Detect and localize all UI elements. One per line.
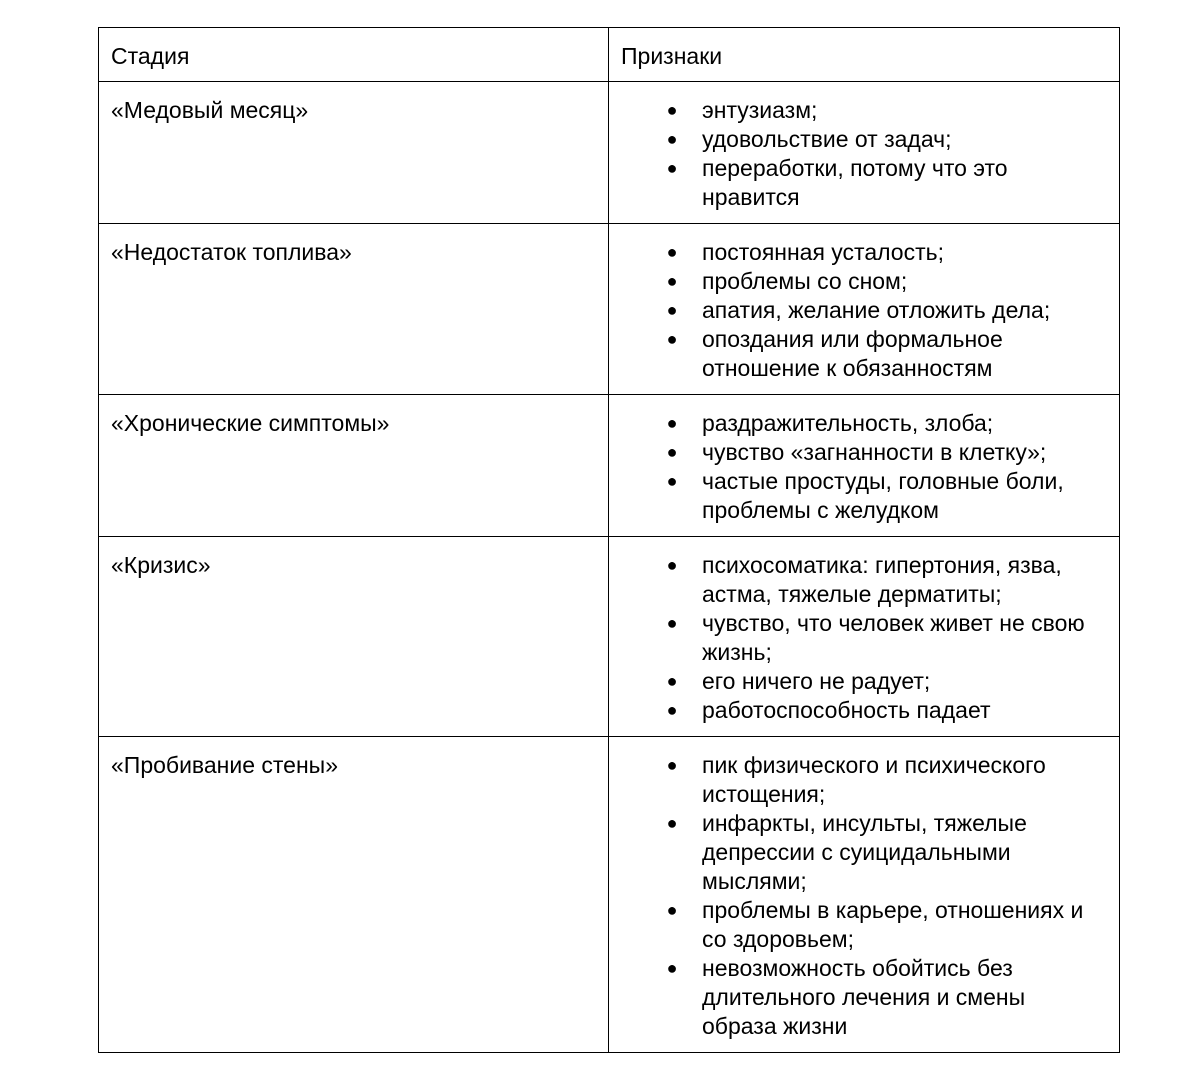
header-signs-label: Признаки	[621, 43, 723, 69]
signs-cell	[609, 537, 1120, 737]
bullet-icon: ●	[666, 813, 678, 833]
signs-container	[609, 82, 1119, 223]
stage-cell	[99, 82, 609, 224]
stage-cell	[99, 395, 609, 537]
list-item	[609, 751, 1097, 809]
list-item	[609, 609, 1097, 667]
sign-text: инфаркты, инсульты, тяжелые депрессии с суицидальными мыслями;	[702, 810, 1027, 894]
sign-text: пик физического и психического истощения;	[702, 752, 1046, 807]
header-cell-signs	[609, 28, 1120, 82]
bullet-icon: ●	[666, 329, 678, 349]
sign-text: частые простуды, головные боли, проблемы с желудком	[702, 468, 1064, 523]
list-item	[609, 551, 1097, 609]
bullet-icon: ●	[666, 700, 678, 720]
list-item	[609, 238, 1097, 267]
bullet-icon: ●	[666, 100, 678, 120]
sign-text: проблемы в карьере, отношениях и со здоровьем;	[702, 897, 1084, 952]
bullet-icon: ●	[666, 271, 678, 291]
sign-text: его ничего не радует;	[702, 668, 931, 694]
stage-name: «Кризис»	[111, 552, 211, 578]
sign-text: удовольствие от задач;	[702, 126, 952, 152]
table-row	[99, 395, 1120, 537]
sign-text: раздражительность, злоба;	[702, 410, 994, 436]
list-item	[609, 325, 1097, 383]
signs-cell	[609, 395, 1120, 537]
bullet-icon: ●	[666, 900, 678, 920]
list-item	[609, 267, 1097, 296]
sign-text: переработки, потому что это нравится	[702, 155, 1008, 210]
sign-text: постоянная усталость;	[702, 239, 944, 265]
sign-text: проблемы со сном;	[702, 268, 908, 294]
bullet-icon: ●	[666, 555, 678, 575]
sign-text: невозможность обойтись без длительного лечения и смены образа жизни	[702, 955, 1026, 1039]
sign-text: чувство «загнанности в клетку»;	[702, 439, 1047, 465]
signs-list	[609, 409, 1097, 525]
stage-name: «Недостаток топлива»	[111, 239, 352, 265]
stage-cell	[99, 224, 609, 395]
bullet-icon: ●	[666, 129, 678, 149]
signs-list	[609, 96, 1097, 212]
table-row	[99, 224, 1120, 395]
list-item	[609, 438, 1097, 467]
list-item	[609, 125, 1097, 154]
list-item	[609, 296, 1097, 325]
bullet-icon: ●	[666, 242, 678, 262]
list-item	[609, 96, 1097, 125]
stage-name: «Медовый месяц»	[111, 97, 309, 123]
list-item	[609, 954, 1097, 1041]
bullet-icon: ●	[666, 158, 678, 178]
signs-list	[609, 238, 1097, 383]
signs-list	[609, 751, 1097, 1041]
table-row	[99, 82, 1120, 224]
sign-text: опоздания или формальное отношение к обязанностям	[702, 326, 1003, 381]
signs-list	[609, 551, 1097, 725]
signs-container	[609, 395, 1119, 536]
sign-text: работоспособность падает	[702, 697, 991, 723]
list-item	[609, 809, 1097, 896]
bullet-icon: ●	[666, 671, 678, 691]
table-row	[99, 737, 1120, 1053]
bullet-icon: ●	[666, 471, 678, 491]
list-item	[609, 667, 1097, 696]
signs-cell	[609, 737, 1120, 1053]
list-item	[609, 696, 1097, 725]
stage-name: «Хронические симптомы»	[111, 410, 390, 436]
sign-text: апатия, желание отложить дела;	[702, 297, 1051, 323]
stage-cell	[99, 737, 609, 1053]
bullet-icon: ●	[666, 755, 678, 775]
bullet-icon: ●	[666, 300, 678, 320]
header-stage-label: Стадия	[111, 43, 190, 69]
bullet-icon: ●	[666, 613, 678, 633]
signs-container	[609, 737, 1119, 1052]
signs-cell	[609, 224, 1120, 395]
sign-text: психосоматика: гипертония, язва, астма, тяжелые дерматиты;	[702, 552, 1062, 607]
list-item	[609, 409, 1097, 438]
stage-name: «Пробивание стены»	[111, 752, 339, 778]
signs-container	[609, 224, 1119, 394]
stage-cell	[99, 537, 609, 737]
bullet-icon: ●	[666, 442, 678, 462]
burnout-stages-table	[98, 27, 1120, 1053]
sign-text: чувство, что человек живет не свою жизнь;	[702, 610, 1085, 665]
list-item	[609, 154, 1097, 212]
signs-container	[609, 537, 1119, 736]
table-header-row	[99, 28, 1120, 82]
signs-cell	[609, 82, 1120, 224]
bullet-icon: ●	[666, 958, 678, 978]
list-item	[609, 896, 1097, 954]
bullet-icon: ●	[666, 413, 678, 433]
sign-text: энтузиазм;	[702, 97, 818, 123]
list-item	[609, 467, 1097, 525]
table-row	[99, 537, 1120, 737]
header-cell-stage	[99, 28, 609, 82]
